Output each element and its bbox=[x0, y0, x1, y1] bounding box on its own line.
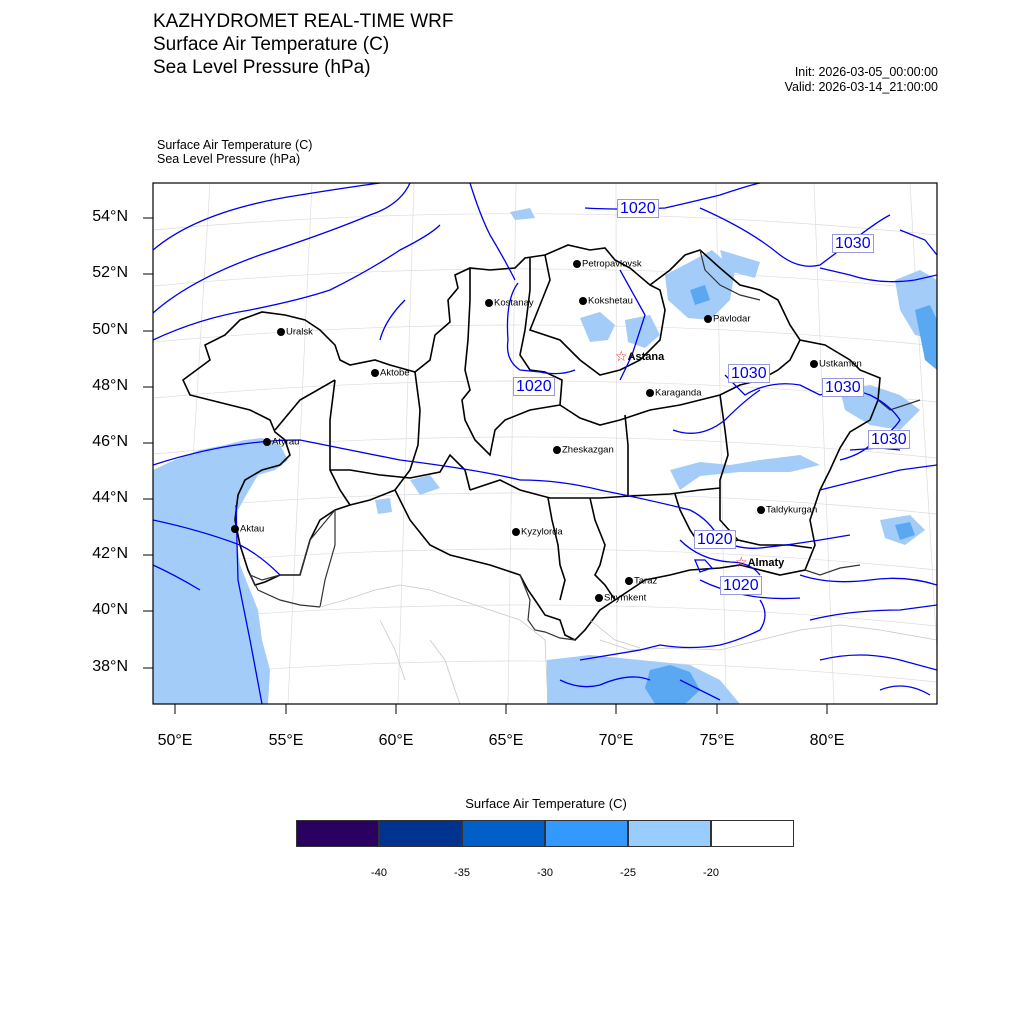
city-kostanay bbox=[485, 294, 534, 312]
city-label: Taldykurgan bbox=[766, 504, 818, 516]
city-zheskazgan bbox=[553, 441, 614, 459]
colorbar-tick-label: -35 bbox=[454, 867, 470, 879]
city-dot-icon bbox=[595, 594, 603, 602]
city-karaganda bbox=[646, 384, 701, 402]
plot-subtitle-temperature: Surface Air Temperature (C) bbox=[157, 138, 313, 152]
init-time: Init: 2026-03-05_00:00:00 bbox=[794, 65, 938, 79]
map-title-variable-2: Sea Level Pressure (hPa) bbox=[153, 57, 371, 78]
colorbar-swatch bbox=[628, 820, 711, 847]
city-label: Kokshetau bbox=[588, 295, 633, 307]
city-aktau bbox=[231, 520, 264, 538]
isobar-label: 1020 bbox=[513, 377, 555, 396]
city-shymkent bbox=[595, 589, 646, 607]
valid-time: Valid: 2026-03-14_21:00:00 bbox=[784, 80, 938, 94]
lat-label-54n: 54°N bbox=[92, 208, 128, 225]
city-taldykurgan bbox=[757, 501, 817, 519]
city-label: Ustkamen bbox=[819, 358, 862, 370]
colorbar-swatch bbox=[711, 820, 794, 847]
city-label: Kyzylorda bbox=[521, 526, 563, 538]
city-dot-icon bbox=[485, 299, 493, 307]
city-atyrau bbox=[263, 433, 299, 451]
colorbar-swatch bbox=[545, 820, 628, 847]
colorbar-swatch bbox=[379, 820, 462, 847]
city-uralsk bbox=[277, 323, 313, 341]
lon-label-55e: 55°E bbox=[268, 732, 304, 749]
city-label: Taraz bbox=[634, 575, 658, 587]
colorbar-tick-label: -25 bbox=[620, 867, 636, 879]
colorbar-swatch bbox=[462, 820, 545, 847]
city-label: Astana bbox=[627, 350, 665, 363]
city-label: Aktobe bbox=[380, 367, 410, 379]
capital-star-icon: ☆ bbox=[735, 554, 748, 570]
plot-subtitle-pressure: Sea Level Pressure (hPa) bbox=[157, 152, 301, 166]
city-dot-icon bbox=[371, 369, 379, 377]
colorbar-title: Surface Air Temperature (C) bbox=[465, 796, 627, 811]
lat-label-40n: 40°N bbox=[92, 601, 128, 618]
lon-label-75e: 75°E bbox=[699, 732, 735, 749]
city-label: Kostanay bbox=[494, 297, 534, 309]
city-label: Almaty bbox=[747, 556, 785, 569]
lon-label-65e: 65°E bbox=[488, 732, 524, 749]
isobar-label: 1030 bbox=[832, 234, 874, 253]
city-taraz bbox=[625, 572, 657, 590]
lon-label-70e: 70°E bbox=[598, 732, 634, 749]
city-dot-icon bbox=[704, 315, 712, 323]
city-label: Shymkent bbox=[604, 592, 647, 604]
city-dot-icon bbox=[512, 528, 520, 536]
city-dot-icon bbox=[757, 506, 765, 514]
city-label: Petropavlovsk bbox=[582, 258, 642, 270]
isobar-label: 1020 bbox=[720, 576, 762, 595]
city-dot-icon bbox=[553, 446, 561, 454]
city-label: Zheskazgan bbox=[562, 444, 614, 456]
capital-star-icon: ☆ bbox=[615, 348, 628, 364]
lat-label-48n: 48°N bbox=[92, 377, 128, 394]
colorbar-tick-label: -30 bbox=[537, 867, 553, 879]
city-astana bbox=[615, 348, 664, 366]
city-almaty bbox=[735, 554, 784, 572]
city-label: Aktau bbox=[240, 523, 265, 535]
city-aktobe bbox=[371, 364, 410, 382]
city-kokshetau bbox=[579, 292, 633, 310]
map-title-variable-1: Surface Air Temperature (C) bbox=[153, 34, 390, 55]
city-dot-icon bbox=[810, 360, 818, 368]
city-label: Karaganda bbox=[655, 387, 702, 399]
isobar-label: 1030 bbox=[822, 378, 864, 397]
isobar-label: 1030 bbox=[868, 430, 910, 449]
map-title: KAZHYDROMET REAL-TIME WRF bbox=[153, 11, 454, 32]
colorbar-tick-label: -20 bbox=[703, 867, 719, 879]
city-label: Atyrau bbox=[272, 436, 300, 448]
lat-label-42n: 42°N bbox=[92, 545, 128, 562]
lon-label-80e: 80°E bbox=[809, 732, 845, 749]
isobar-label: 1030 bbox=[728, 364, 770, 383]
lon-label-50e: 50°E bbox=[157, 732, 193, 749]
city-dot-icon bbox=[579, 297, 587, 305]
lat-label-44n: 44°N bbox=[92, 489, 128, 506]
city-label: Uralsk bbox=[286, 326, 313, 338]
city-dot-icon bbox=[263, 438, 271, 446]
lat-label-38n: 38°N bbox=[92, 658, 128, 675]
city-dot-icon bbox=[573, 260, 581, 268]
lat-label-50n: 50°N bbox=[92, 321, 128, 338]
isobar-label: 1020 bbox=[617, 199, 659, 218]
colorbar-tick-label: -40 bbox=[371, 867, 387, 879]
city-pavlodar bbox=[704, 310, 751, 328]
city-kyzylorda bbox=[512, 523, 563, 541]
city-ustkamen bbox=[810, 355, 862, 373]
city-dot-icon bbox=[646, 389, 654, 397]
isobar-label: 1020 bbox=[694, 530, 736, 549]
lat-label-46n: 46°N bbox=[92, 433, 128, 450]
lat-label-52n: 52°N bbox=[92, 264, 128, 281]
city-dot-icon bbox=[277, 328, 285, 336]
colorbar-swatch bbox=[296, 820, 379, 847]
lon-label-60e: 60°E bbox=[378, 732, 414, 749]
city-label: Pavlodar bbox=[713, 313, 751, 325]
city-dot-icon bbox=[625, 577, 633, 585]
city-dot-icon bbox=[231, 525, 239, 533]
city-petropavlovsk bbox=[573, 255, 642, 273]
